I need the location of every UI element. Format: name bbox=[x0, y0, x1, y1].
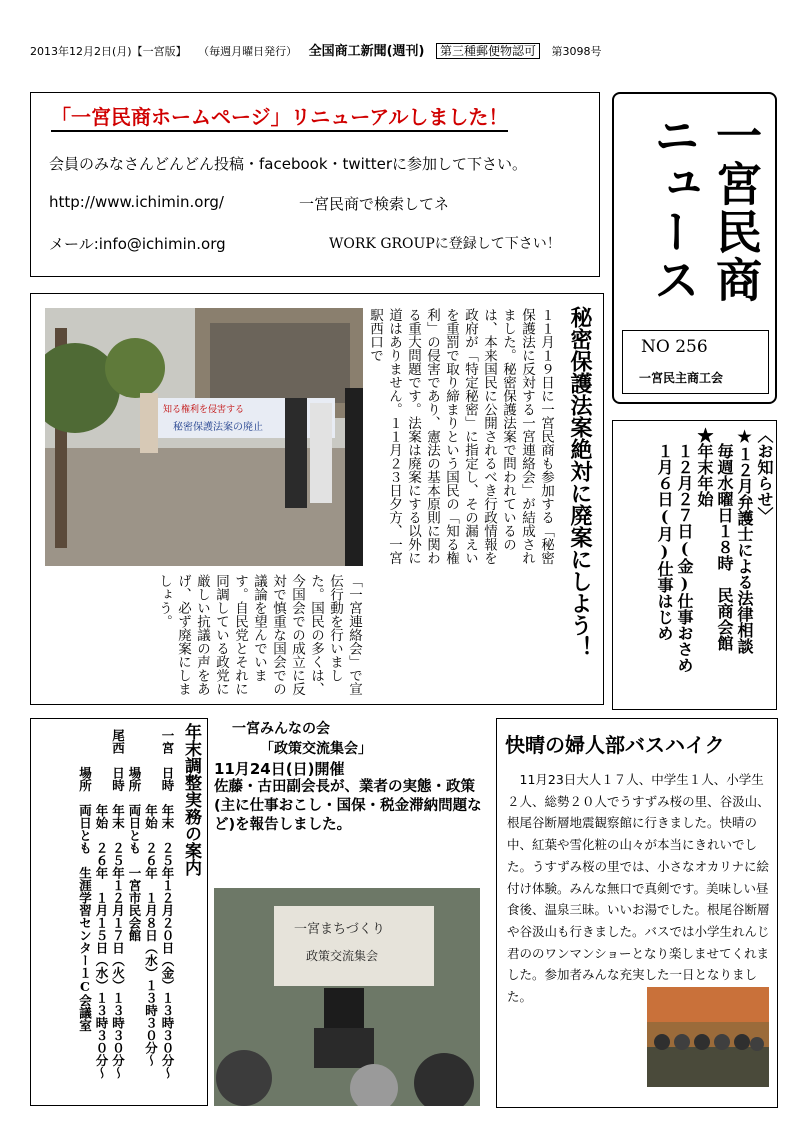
meeting-organizer: 一宮みんなの会 bbox=[232, 721, 330, 737]
sign1-text: 一宮まちづくり bbox=[294, 922, 385, 937]
homepage-url[interactable]: http://www.ichimin.org/ bbox=[49, 193, 224, 211]
masthead bbox=[612, 92, 777, 404]
protest-photo bbox=[45, 308, 363, 566]
article-body-upper: １１月１９日に一宮民商も参加する「秘密保護法に反対する一宮連絡会」が結成されました。秘密保護法案で問われているのは、本来国民に公開されるべき行政情報を政府が「特定秘密」に指定し、その漏えいを重罰で取り締まりという国民の「知る権利」の侵害であり、憲法の基本原則に関わる重大問題です。法案は廃案にする以外に道はありません。１１月２３日夕方、一宮駅西口で bbox=[367, 308, 554, 565]
meeting-photo bbox=[214, 888, 480, 1106]
group-photo bbox=[647, 987, 769, 1087]
postal-permit: 第三種郵便物認可 bbox=[436, 43, 540, 59]
year-end-adjustment bbox=[30, 718, 208, 1106]
year-end-schedule: 一宮 日時 年末 ２５年１２月２０日（金）１３時３０分～ 年始 ２６年 １月８日（水）１３時３０分～ 場所 両日とも 一宮市民会館 尾西 日時 年末 ２５年１２月１７日（火）１３時３０分～ 年始 ２６年 １月１５日（水）１３時３０分～ 場所 両日とも 生涯学習センター１C会議室 bbox=[77, 729, 175, 1079]
banner2-text: 秘密保護法案の廃止 bbox=[173, 422, 263, 433]
article-headline: 秘密保護法案絶対に廃案にしよう！ bbox=[567, 306, 592, 658]
homepage-workgroup: WORK GROUPに登録して下さい！ bbox=[329, 236, 561, 252]
bus-hike bbox=[496, 718, 778, 1108]
meeting-date: 11月24日(日)開催 bbox=[214, 760, 345, 778]
article-body-lower: 「一宮連絡会」で宣伝行動を行いました。国民の多くは、今国会での成立に反対で慎重な国会での議論を望んでいます。自民党とそれに同調している政党に厳しい抗議の声をあげ、必ず廃案にしましょう。 bbox=[156, 574, 362, 696]
meeting-name: 「政策交流集会」 bbox=[260, 741, 372, 757]
banner1-text: 知る権利を侵害する bbox=[163, 405, 245, 415]
issue-date: 2013年12月2日(月)【一宮版】 bbox=[30, 45, 187, 58]
masthead-org: 一宮民主商工会 bbox=[639, 371, 724, 385]
article-secrecy-law bbox=[30, 293, 604, 705]
notice-text: 〈お知らせ〉 ★１２月弁護士による法律相談 毎週水曜日１８時 民商会館 ★年末年始 １２月２７日(金)仕事おさめ １月６日(月)仕事はじめ bbox=[655, 427, 774, 673]
bus-hike-text: 11月23日大人１７人、中学生１人、小学生２人、総勢２０人でうすずみ桜の里、谷汲山、根尾谷断層地震観察館に行きました。快晴の中、紅葉や雪化粧の山々が本当にきれいでした。うすずみ桜の里では、小さなオカリナに絵付け体験。みんな無口で真剣です。美味しい昼食後、温泉三昧。いいお湯でした。根尾谷断層や谷汲山も行きました。バスでは小学生れんじ君ののワンマンショーとなり楽しませてくれました。参加者みんな充実した一日となりました。 bbox=[507, 772, 770, 1005]
masthead-number-box bbox=[622, 330, 769, 394]
homepage-email[interactable]: メール:info@ichimin.org bbox=[49, 235, 226, 253]
bus-hike-title: 快晴の婦人部バスハイク bbox=[505, 733, 725, 757]
year-end-title: 年末調整実務の案内 bbox=[181, 723, 201, 876]
paper-name: 全国商工新聞(週刊) bbox=[308, 44, 425, 59]
homepage-invite: 会員のみなさんどんどん投稿・facebook・twitterに参加して下さい。 bbox=[49, 155, 527, 173]
masthead-number: NO 256 bbox=[641, 337, 708, 357]
issue-number: 第3098号 bbox=[551, 45, 602, 58]
masthead-title: 一宮民商ニュース bbox=[647, 112, 763, 304]
homepage-notice bbox=[30, 92, 600, 277]
notice-box bbox=[612, 420, 777, 710]
issue-schedule: （毎週月曜日発行） bbox=[198, 45, 298, 58]
policy-meeting bbox=[204, 718, 489, 1108]
meeting-text: 佐藤・古田副会長が、業者の実態・政策(主に仕事おこし・国保・税金滞納問題など)を報告しました。 bbox=[214, 779, 482, 833]
homepage-search-hint: 一宮民商で検索してネ bbox=[299, 195, 450, 213]
sign2-text: 政策交流集会 bbox=[306, 949, 379, 963]
homepage-title: 「一宮民商ホームページ」リニューアルしました！ bbox=[51, 101, 508, 132]
issue-header bbox=[30, 40, 770, 60]
